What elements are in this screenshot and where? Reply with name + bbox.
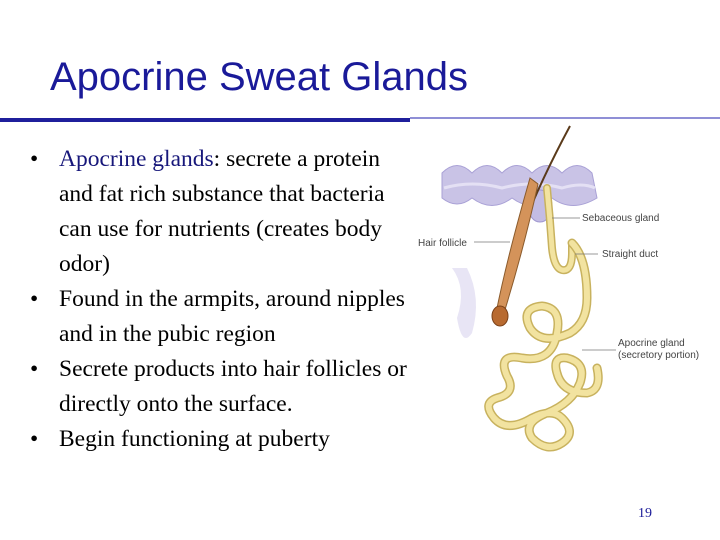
hair-bulb bbox=[492, 306, 508, 326]
bullet-term: Apocrine glands bbox=[59, 146, 214, 172]
bullet-marker: • bbox=[30, 426, 39, 452]
bullet-item bbox=[30, 142, 410, 282]
title-underline bbox=[0, 118, 410, 122]
bullet-item bbox=[30, 422, 410, 457]
label-sebaceous-gland: Sebaceous gland bbox=[582, 213, 660, 224]
bullet-marker: • bbox=[30, 356, 39, 382]
slide-title: Apocrine Sweat Glands bbox=[50, 55, 469, 99]
bullet-item bbox=[30, 352, 410, 422]
bullet-text: Found in the armpits, around nipples and in the pubic region bbox=[59, 286, 405, 347]
bullet-marker: • bbox=[30, 286, 39, 312]
label-hair-follicle: Hair follicle bbox=[418, 238, 467, 249]
bullet-text: Secrete products into hair follicles or directly onto the surface. bbox=[59, 356, 407, 417]
bullet-text: : secrete a protein and fat rich substance that bacteria can use for nutrients (creates body odor) bbox=[59, 146, 385, 277]
gland-illustration bbox=[412, 118, 720, 468]
tissue-shading bbox=[452, 268, 476, 338]
bullet-item bbox=[30, 282, 410, 352]
apocrine-gland-diagram bbox=[412, 118, 720, 468]
label-apocrine-gland: Apocrine gland bbox=[618, 338, 685, 349]
label-apocrine-gland-sub: (secretory portion) bbox=[618, 350, 700, 361]
label-straight-duct: Straight duct bbox=[602, 249, 659, 260]
bullet-list bbox=[30, 142, 410, 457]
bullet-marker: • bbox=[30, 146, 39, 172]
page-number: 19 bbox=[638, 506, 652, 521]
bullet-text: Begin functioning at puberty bbox=[59, 426, 330, 452]
